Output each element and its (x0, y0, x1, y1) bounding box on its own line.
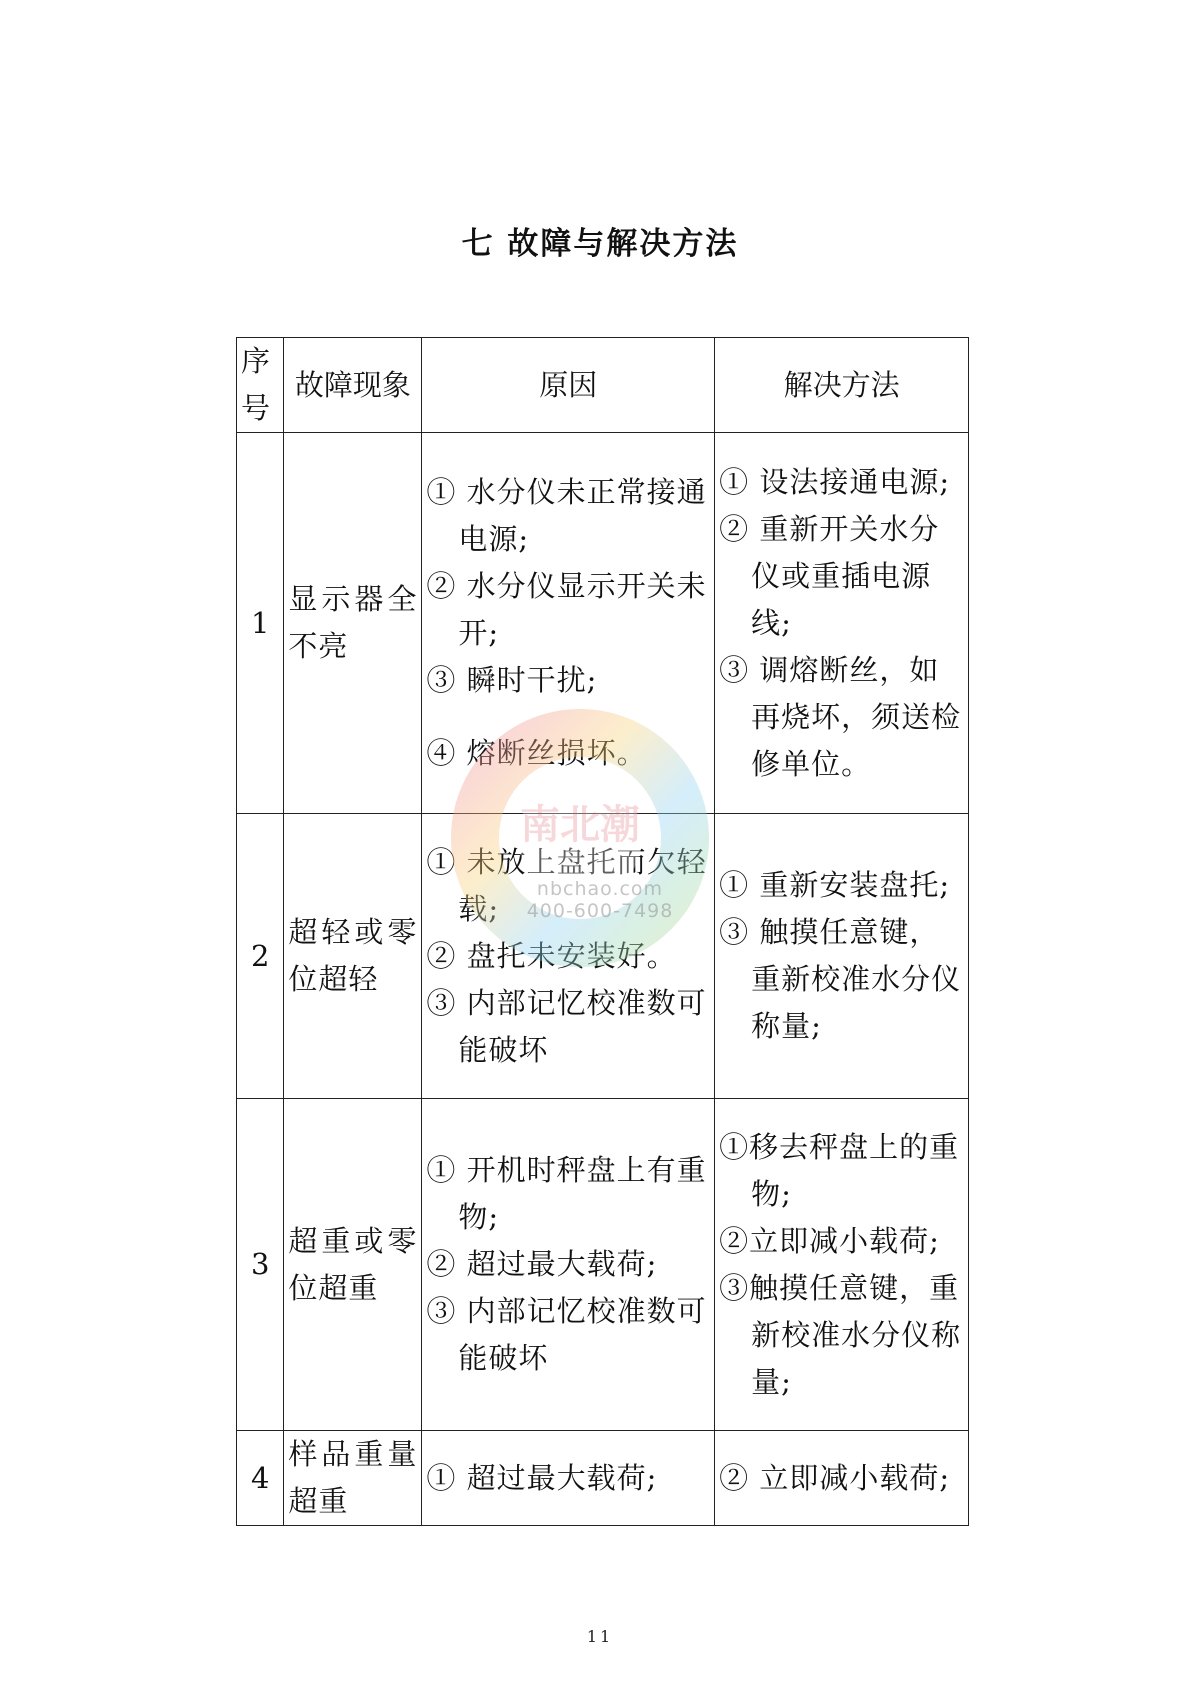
page-title: 七 故障与解决方法 (461, 226, 739, 262)
table-row (237, 1099, 969, 1431)
solution-item: ②立即减小载荷; (719, 1223, 940, 1258)
solution-item: ② 重新开关水分仪或重插电源线; (719, 511, 940, 640)
cause-item: ④ 熔断丝损坏。 (426, 736, 647, 770)
solution-item: ③ 触摸任意键，重新校准水分仪称量; (719, 915, 962, 1043)
spacer (426, 704, 710, 730)
cause-item: ① 未放上盘托而欠轻载; (426, 844, 707, 926)
solution-cell (715, 1431, 969, 1526)
cause-cell (422, 1099, 715, 1431)
solution-item: ① 重新安装盘托; (719, 868, 951, 902)
cause-item: ① 超过最大载荷; (426, 1460, 658, 1495)
solution-item: ③触摸任意键，重新校准水分仪称量; (719, 1270, 962, 1399)
header-solution: 解决方法 (715, 338, 969, 433)
cause-cell (422, 814, 715, 1099)
cause-item: ③ 瞬时干扰; (426, 663, 598, 697)
cause-item: ① 开机时秤盘上有重物; (426, 1153, 707, 1234)
solution-item: ② 立即减小载荷; (719, 1460, 951, 1495)
solution-item: ①移去秤盘上的重物; (719, 1129, 960, 1211)
cause-item: ② 盘托未安装好。 (426, 938, 677, 973)
header-no: 序号 (237, 338, 284, 433)
table-row (237, 1431, 969, 1526)
cause-item: ② 超过最大载荷; (426, 1247, 658, 1281)
solution-item: ① 设法接通电源; (719, 464, 951, 499)
fault-table (236, 337, 969, 1526)
solution-cell (715, 1099, 969, 1431)
page-number: 11 (586, 1627, 614, 1646)
table-header-row (237, 338, 969, 433)
watermark-domain: nbchao.com (536, 878, 664, 900)
cause-cell (422, 433, 715, 814)
solution-item: ③ 调熔断丝，如再烧坏，须送检修单位。 (719, 652, 962, 781)
watermark-phone: 400-600-7498 (526, 900, 674, 922)
solution-cell (715, 433, 969, 814)
fault-symptom: 显示器全不亮 (284, 433, 422, 814)
cause-cell (422, 1431, 715, 1526)
fault-symptom: 超轻或零位超轻 (284, 814, 422, 1099)
row-number: 2 (237, 814, 284, 1099)
cause-item: ① 水分仪未正常接通电源; (426, 475, 707, 556)
table-row (237, 814, 969, 1099)
row-number: 1 (237, 433, 284, 814)
cause-item: ② 水分仪显示开关未开; (426, 569, 707, 650)
fault-symptom: 超重或零位超重 (284, 1099, 422, 1431)
solution-cell (715, 814, 969, 1099)
row-number: 4 (237, 1431, 284, 1526)
header-symptom: 故障现象 (284, 338, 422, 433)
table-row (237, 433, 969, 814)
cause-item: ③ 内部记忆校准数可能破坏 (426, 1294, 707, 1375)
watermark-brand: 南北潮 (520, 802, 640, 848)
cause-item: ③ 内部记忆校准数可能破坏 (426, 985, 707, 1067)
fault-symptom: 样品重量超重 (284, 1431, 422, 1526)
header-cause: 原因 (422, 338, 715, 433)
row-number: 3 (237, 1099, 284, 1431)
